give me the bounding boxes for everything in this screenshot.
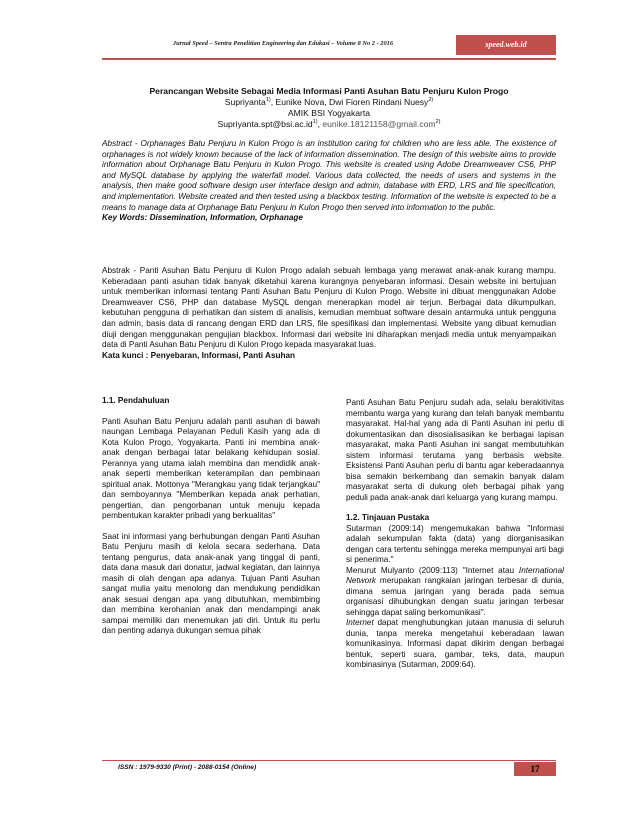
left-column	[102, 396, 320, 647]
intro-paragraph-3: Panti Asuhan Batu Penjuru sudah ada, selalu berakitivitas membantu warga yang kurang dan telah banyak membantu masyarakat. Hal-hal yang ada di Panti Asuhan ini perlu di dokumentasikan dan disosialisasikan ke berbagai lapisan masyarakat, maka Panti Asuhan ini sangat membutuhkan sistem informasi terutama yang berbasis website. Eksistensi Panti Asuhan perlu di bantu agar keberadaannya bisa semakin berkembang dan semakin banyak dalam masyarakat serta di dukung oleh berbagai pihak yang peduli pada anak-anak dari keluarga yang kurang mampu.	[346, 398, 564, 502]
page-number: 17	[514, 762, 556, 776]
literature-p2-term: International Network	[346, 565, 564, 585]
literature-paragraph-3	[346, 618, 564, 671]
site-badge: speed.web.id	[456, 35, 556, 55]
abstract-english-text: Abstract - Orphanages Batu Penjuru in Kulon Progo is an institution caring for children who are less able. The existence of orphanages is not widely known because of the lack of information dissemination. The design of this website aims to provide information about Orphanage Batu Penjuru in Kulon Progo. This website is created using Adobe Dreamweaver CS6, PHP and MySQL database by applying the waterfall model. Various data collected, the needs of users and systems in the analysis, then make good software design user interface design and admin, database with ERD, LRS and file specification, and implementation. Website created and then tested using a blackbox testing. Information of the website is expected to be a means to manage data at Orphanage Batu Penjuru in Kulon Progo then served into information to the public.	[102, 139, 556, 212]
keywords-indonesian: Kata kunci : Penyebaran, Informasi, Panti Asuhan	[102, 350, 296, 360]
keywords-english: Key Words: Dissemination, Information, Orphanage	[102, 213, 303, 223]
author-2-ref: 2)	[428, 97, 434, 104]
email-line	[102, 119, 556, 129]
author-2: , Eunike Nova, Dwi Fioren Rindani Nuesy	[270, 97, 429, 107]
email-2-ref: 2)	[435, 119, 441, 126]
literature-p2-end: merupakan rangkaian jaringan terbesar di dunia, dimana semua jaringan yang berada pada semua organisasi dihubungkan dengan suatu jaringan terbesar sehingga dapat saling berkomunikasi".	[346, 576, 564, 617]
literature-paragraph-2	[346, 566, 564, 619]
abstract-english	[102, 139, 556, 224]
email-separator: ,	[317, 119, 323, 129]
author-names	[102, 97, 556, 107]
section-heading-literature: 1.2. Tinjauan Pustaka	[346, 513, 430, 522]
literature-p2-start: Menurut Mulyanto (2009:113) "Internet atau	[346, 565, 519, 575]
literature-paragraph-1: Sutarman (2009:14) mengemukakan bahwa "Informasi adalah sekumpulan fakta (data) yang diorganisasikan dengan cara tertentu sehingga mereka mempunyai arti bagi si penerima."	[346, 523, 564, 564]
right-column	[346, 398, 564, 671]
paper-title: Perancangan Website Sebagai Media Informasi Panti Asuhan Batu Penjuru Kulon Progo	[149, 86, 509, 96]
email-1: Supriyanta.spt@bsi.ac.id	[217, 119, 313, 129]
literature-p3-term: Internet	[346, 618, 374, 627]
journal-title: Jurnal Speed – Sentra Penelitian Engineering dan Edukasi – Volume 8 No 2 - 2016	[172, 40, 394, 47]
author-1-ref: 1)	[265, 97, 271, 104]
section-heading-introduction: 1.1. Pendahuluan	[102, 396, 170, 405]
email-1-ref: 1)	[312, 119, 318, 126]
email-2: eunike.18121158@gmail.com	[322, 119, 436, 129]
abstract-indonesian	[102, 266, 556, 361]
affiliation: AMIK BSI Yogyakarta	[287, 108, 371, 118]
issn: ISSN : 1979-9330 (Print) - 2088-0154 (Online)	[118, 764, 257, 771]
author-1: Supriyanta	[224, 97, 266, 107]
literature-p3-text: dapat menghubungkan jutaan manusia di seluruh dunia, tanpa mereka mengetahui keberadaan lawan komunikasinya. Informasi dapat dikirim dengan berbagai bentuk, seperti suara, gambar, teks, data, maupun kombinasinya (Sutarman, 2009:64).	[346, 618, 564, 669]
intro-paragraph-2: Saat ini informasi yang berhubungan dengan Panti Asuhan Batu Penjuru masih di kelola secara sederhana. Data tentang pengurus, data anak-anak yang tinggal di panti, data dana masuk dari donatur, jadwal kegiatan, dan lainnya masih di olah dengan apa adanya. Tujuan Panti Asuhan sangat mulia yaitu menolong dan mendukung pendidikan anak sesuai dengan apa yang dibutuhkan, membimbing dan membina kerohanian anak dan mendampingi anak sampai memiliki dan menemukan jati diri. Untuk itu perlu dan penting adanya dukungan semua pihak	[102, 531, 320, 635]
footer-divider	[102, 760, 556, 761]
abstract-indonesian-text: Abstrak - Panti Asuhan Batu Penjuru di Kulon Progo adalah sebuah lembaga yang merawat anak-anak kurang mampu. Keberadaan panti asuhan tidak banyak diketahui karena kurangnya penyebaran informasi. Desain website ini bertujuan untuk memberikan informasi tentang Panti Asuhan Batu Penjuru di Kulon Progo. Website ini dibuat menggunakan Adobe Dreamweaver CS6, PHP dan database MySQL dengan menerapkan model air terjun. Berbagai data dikumpulkan, kebutuhan pengguna di perhatikan dan sistem di analisis, kemudian membuat software desain antarmuka untuk pengguna dan admin, basis data di rancang dengan ERD dan LRS, file spesifikasi dan implementasi. Website yang dibuat kemudian diuji dengan menggunakan pengujian blackbox. Informasi dari website ini diharapkan menjadi media untuk menyampaikan data di Panti Asuhan Batu Penjuru di Kulon Progo kepada masyarakat luas.	[102, 266, 556, 350]
header-divider	[102, 58, 556, 60]
intro-paragraph-1: Panti Asuhan Batu Penjuru adalah panti asuhan di bawah naungan Lembaga Pelayanan Peduli Kasih yang ada di Kota Kulon Progo, Yogyakarta. Panti ini membina anak-anak dengan berbagai latar belakang kehidupan sosial. Perannya yang utama ialah membina dan mendidik anak-anak seperti memberikan keterampilan dan pembinaan spiritual anak. Mottonya "Merangkau yang tidak terjangkau" dan semboyannya "Memberikan kepada anak perhatian, pengertian, dan pengorbanan untuk menuju kepada pembentukan karakter pribadi yang berkualitas"	[102, 416, 320, 520]
